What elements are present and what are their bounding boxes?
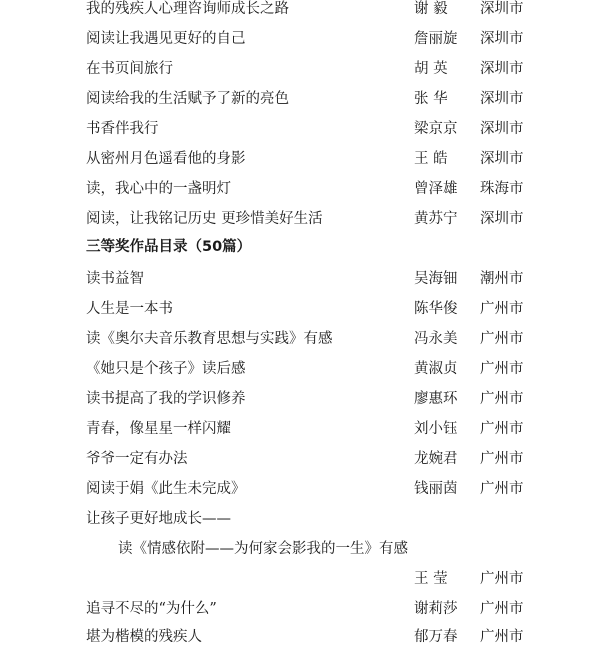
entry-city: 广州市	[480, 391, 524, 407]
entry-city: 广州市	[480, 481, 524, 497]
list-item	[0, 444, 600, 474]
list-item	[0, 174, 600, 204]
list-item	[0, 54, 600, 84]
entry-city: 广州市	[480, 601, 524, 617]
entry-title: 追寻不尽的“为什么”	[86, 601, 217, 617]
list-item	[0, 474, 600, 504]
list-item	[0, 204, 600, 234]
entry-author: 谢 毅	[414, 1, 448, 17]
list-item	[0, 84, 600, 114]
entry-city: 广州市	[480, 571, 524, 587]
entry-title: 读书益智	[86, 271, 144, 287]
entry-author: 龙婉君	[414, 451, 458, 467]
entry-author: 胡 英	[414, 61, 448, 77]
section-heading: 三等奖作品目录（50篇）	[86, 239, 252, 255]
entry-title-line2: 读《情感依附——为何家会影我的一生》有感	[118, 541, 408, 557]
entry-title: 堪为楷模的残疾人	[86, 629, 202, 645]
entry-author: 陈华俊	[414, 301, 458, 317]
entry-city: 广州市	[480, 629, 524, 645]
list-item	[0, 294, 600, 324]
entry-title: 书香伴我行	[86, 121, 159, 137]
entry-city: 广州市	[480, 361, 524, 377]
list-item-multiline-subtitle	[0, 534, 600, 564]
entry-city: 深圳市	[480, 151, 524, 167]
entry-city: 广州市	[480, 301, 524, 317]
entry-author: 郁万春	[414, 629, 458, 645]
entry-title: 阅读，让我铭记历史 更珍惜美好生活	[86, 211, 323, 227]
entry-author: 冯永美	[414, 331, 458, 347]
entry-title: 阅读给我的生活赋予了新的亮色	[86, 91, 289, 107]
entry-title: 《她只是个孩子》读后感	[86, 361, 246, 377]
entry-author: 王 莹	[414, 571, 448, 587]
entry-author: 黄淑贞	[414, 361, 458, 377]
entry-author: 曾泽雄	[414, 181, 458, 197]
entry-city: 深圳市	[480, 31, 524, 47]
list-item	[0, 414, 600, 444]
entry-author: 刘小钰	[414, 421, 458, 437]
entry-author: 黄苏宁	[414, 211, 458, 227]
list-item	[0, 594, 600, 624]
entry-title: 阅读让我遇见更好的自己	[86, 31, 246, 47]
list-item	[0, 24, 600, 54]
entry-city: 深圳市	[480, 1, 524, 17]
list-item-multiline-author	[0, 564, 600, 594]
entry-title: 人生是一本书	[86, 301, 173, 317]
entry-author: 钱丽茵	[414, 481, 458, 497]
entry-city: 深圳市	[480, 91, 524, 107]
section-heading-row	[0, 232, 600, 262]
entry-author: 王 皓	[414, 151, 448, 167]
entry-city: 深圳市	[480, 211, 524, 227]
entry-city: 广州市	[480, 421, 524, 437]
entry-title: 我的残疾人心理咨询师成长之路	[86, 1, 289, 17]
entry-author: 詹丽旋	[414, 31, 458, 47]
entry-city: 深圳市	[480, 121, 524, 137]
entry-city: 深圳市	[480, 61, 524, 77]
entry-city: 珠海市	[480, 181, 524, 197]
entry-title-line1: 让孩子更好地成长——	[86, 511, 231, 527]
list-item	[0, 264, 600, 294]
entry-title: 爷爷一定有办法	[86, 451, 188, 467]
entry-author: 张 华	[414, 91, 448, 107]
entry-title: 读，我心中的一盏明灯	[86, 181, 231, 197]
list-item	[0, 622, 600, 652]
entry-title: 读书提高了我的学识修养	[86, 391, 246, 407]
entry-city: 广州市	[480, 331, 524, 347]
list-item	[0, 114, 600, 144]
list-item	[0, 324, 600, 354]
entry-title: 读《奥尔夫音乐教育思想与实践》有感	[86, 331, 333, 347]
entry-title: 从密州月色遥看他的身影	[86, 151, 246, 167]
list-item	[0, 354, 600, 384]
entry-author: 梁京京	[414, 121, 458, 137]
entry-author: 廖惠环	[414, 391, 458, 407]
list-item	[0, 144, 600, 174]
entry-author: 谢莉莎	[414, 601, 458, 617]
entry-author: 吴海钿	[414, 271, 458, 287]
list-item-multiline-title	[0, 504, 600, 534]
list-item	[0, 0, 600, 24]
entry-city: 潮州市	[480, 271, 524, 287]
entry-title: 阅读于娟《此生未完成》	[86, 481, 246, 497]
entry-city: 广州市	[480, 451, 524, 467]
list-item	[0, 384, 600, 414]
entry-title: 青春，像星星一样闪耀	[86, 421, 231, 437]
entry-title: 在书页间旅行	[86, 61, 173, 77]
